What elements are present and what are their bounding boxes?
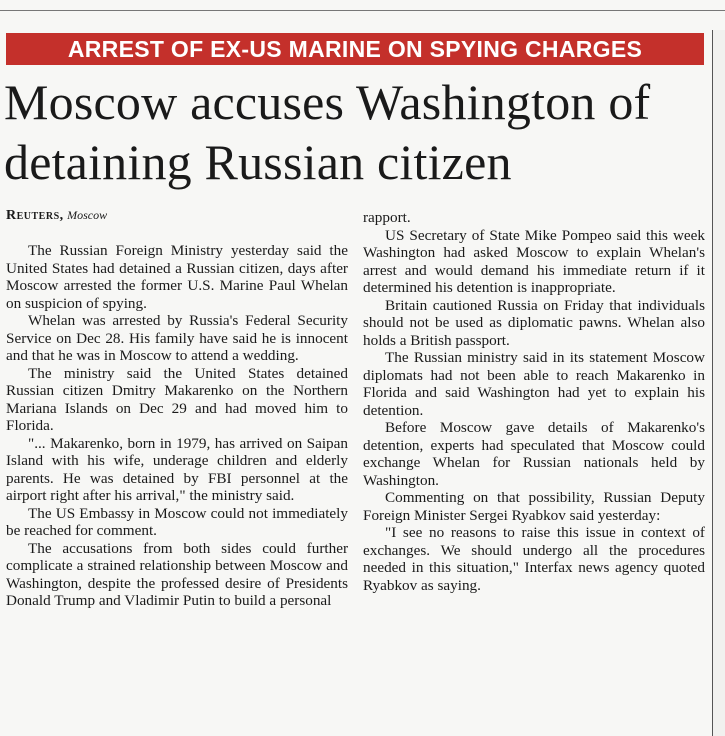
byline [6,208,107,224]
adjacent-column-edge [712,30,725,736]
paragraph: "I see no reasons to raise this issue in context of exchanges. We should undergo all the procedures needed in this situation," Interfax news agency quoted Ryabkov as saying. [363,524,705,594]
paragraph: Commenting on that possibility, Russian Deputy Foreign Minister Sergei Ryabkov said yesterday: [363,489,705,524]
paragraph: The accusations from both sides could further complicate a strained relationship between Moscow and Washington, despite the professed desire of Presidents Donald Trump and Vladimir Putin to build a personal [6,539,348,609]
paragraph: Britain cautioned Russia on Friday that individuals should not be used as diplomatic pawns. Whelan also holds a British passport. [363,296,705,349]
headline: Moscow accuses Washington of detaining Russian citizen [4,74,651,190]
paragraph: The US Embassy in Moscow could not immediately be reached for comment. [6,504,348,539]
top-rule [0,0,725,11]
paragraph: US Secretary of State Mike Pompeo said this week Washington had asked Moscow to explain Whelan's arrest and would demand his immediate return if it determined his detention is inappropriate. [363,226,705,296]
section-banner: ARREST OF EX-US MARINE ON SPYING CHARGES [6,33,704,65]
byline-location: Moscow [67,208,108,222]
paragraph: The ministry said the United States detained Russian citizen Dmitry Makarenko on the Northern Mariana Islands on Dec 29 and had moved him to Florida. [6,364,348,434]
paragraph: "... Makarenko, born in 1979, has arrived on Saipan Island with his wife, underage children and elderly parents. He was detained by FBI personnel at the airport right after his arrival," the ministry said. [6,434,348,504]
article-column-1 [6,242,348,610]
paragraph: The Russian Foreign Ministry yesterday said the United States had detained a Russian citizen, days after Moscow arrested the former U.S. Marine Paul Whelan on suspicion of spying. [6,242,348,312]
byline-agency: Reuters, [6,208,64,223]
paragraph: The Russian ministry said in its statement Moscow diplomats had not been able to reach Makarenko in Florida and said Washington had yet to explain his detention. [363,349,705,419]
paragraph: Whelan was arrested by Russia's Federal Security Service on Dec 28. His family have said he is innocent and that he was in Moscow to attend a wedding. [6,312,348,364]
paragraph-continuation: rapport. [363,209,411,226]
paragraph: Before Moscow gave details of Makarenko's detention, experts had speculated that Moscow could exchange Whelan for Russian nationals held by Washington. [363,419,705,489]
article-column-2 [363,209,705,594]
